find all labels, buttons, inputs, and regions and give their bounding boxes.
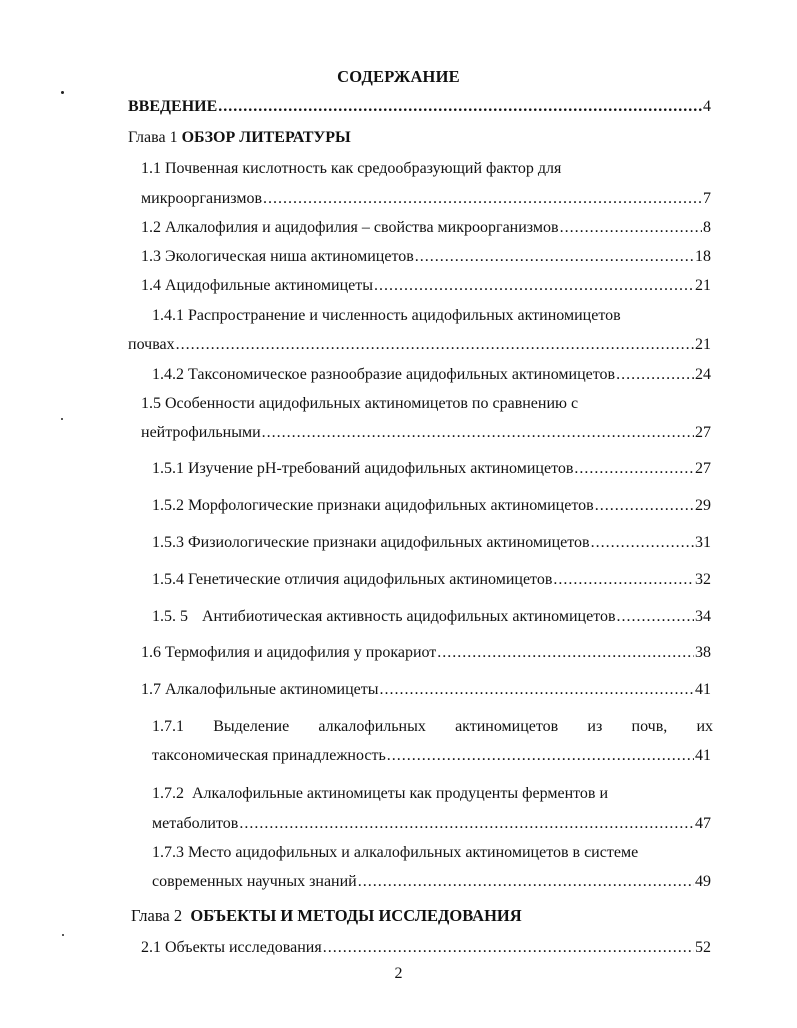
toc-entry-label: 1.3 Экологическая ниша актиномицетов	[141, 248, 414, 265]
toc-entry-1-7	[141, 680, 711, 700]
toc-entry-1-5-1	[152, 459, 711, 479]
toc-word: алкалофильных	[318, 718, 426, 735]
toc-entry-label: микроорганизмов	[141, 190, 263, 207]
scan-speck	[61, 91, 64, 94]
toc-entry-page: 52	[695, 939, 711, 956]
toc-entry-label: почвах	[128, 336, 175, 353]
toc-entry-introduction	[128, 97, 711, 117]
toc-entry-label: 1.7.2 Алкалофильные актиномицеты как продуценты ферментов и	[152, 785, 609, 802]
toc-entry-1-7-2-line1	[152, 784, 608, 804]
toc-entry-label: 2.1 Объекты исследования	[141, 939, 322, 956]
scan-speck	[61, 418, 63, 420]
toc-entry-1-1	[141, 189, 711, 209]
toc-entry-1-4-1	[128, 335, 711, 355]
toc-entry-page: 4	[703, 98, 711, 115]
toc-leader-dots	[176, 335, 694, 355]
toc-entry-page: 27	[695, 460, 711, 477]
toc-leader-dots	[387, 746, 694, 766]
toc-entry-page: 41	[695, 681, 711, 698]
scan-speck	[62, 934, 64, 936]
toc-leader-dots	[437, 643, 694, 663]
toc-entry-label: метаболитов	[152, 815, 239, 832]
toc-entry-1-7-2	[152, 814, 711, 834]
toc-leader-dots	[560, 218, 702, 238]
toc-entry-label: 1.7.3 Место ацидофильных и алкалофильных актиномицетов в системе	[152, 844, 639, 861]
toc-entry-label: 1.2 Алкалофилия и ацидофилия – свойства микроорганизмов	[141, 219, 559, 236]
toc-entry-1-6	[141, 643, 711, 663]
toc-word: актиномицетов	[455, 718, 559, 735]
chapter-title: ОБЗОР ЛИТЕРАТУРЫ	[181, 129, 351, 146]
toc-entry-1-7-3-line1	[152, 843, 638, 863]
toc-entry-page: 32	[695, 571, 711, 588]
toc-entry-label: 1.1 Почвенная кислотность как средообразующий фактор для	[141, 160, 562, 177]
toc-entry-number: 1.5. 5	[152, 608, 188, 625]
toc-word: Выделение	[213, 718, 290, 735]
toc-leader-dots	[616, 365, 694, 385]
toc-word: из	[587, 718, 603, 735]
toc-leader-dots	[358, 872, 694, 892]
toc-entry-page: 21	[695, 336, 711, 353]
toc-leader-dots	[239, 814, 694, 834]
toc-leader-dots	[323, 938, 694, 958]
toc-entry-label: 1.6 Термофилия и ацидофилия у прокариот	[141, 644, 437, 661]
toc-entry-1-7-3	[152, 872, 711, 892]
toc-leader-dots	[218, 97, 702, 117]
toc-entry-1-1-line1	[141, 159, 561, 179]
toc-entry-1-5-3	[152, 533, 711, 553]
toc-entry-1-4-1-line1	[152, 306, 621, 326]
toc-entry-1-5-2	[152, 496, 711, 516]
toc-entry-label: современных научных знаний	[152, 873, 357, 890]
toc-entry-label: 1.7 Алкалофильные актиномицеты	[141, 681, 379, 698]
toc-entry-1-7-1	[152, 746, 711, 766]
toc-chapter-2	[131, 906, 522, 926]
toc-leader-dots	[595, 496, 694, 516]
toc-entry-1-5	[141, 423, 711, 443]
toc-entry-page: 29	[695, 497, 711, 514]
toc-entry-1-5-line1	[141, 394, 578, 414]
toc-entry-1-4	[141, 276, 711, 296]
toc-entry-label: 1.5.2 Морфологические признаки ацидофильных актиномицетов	[152, 497, 594, 514]
toc-entry-page: 21	[695, 277, 711, 294]
toc-entry-label: 1.5.3 Физиологические признаки ацидофильных актиномицетов	[152, 534, 590, 551]
toc-entry-1-5-4	[152, 570, 711, 590]
toc-leader-dots	[263, 189, 702, 209]
toc-entry-page: 31	[695, 534, 711, 551]
toc-entry-page: 8	[703, 219, 711, 236]
toc-entry-1-3	[141, 247, 711, 267]
page-title: СОДЕРЖАНИЕ	[337, 67, 460, 86]
toc-entry-label: ВВЕДЕНИЕ	[128, 98, 218, 115]
toc-entry-1-7-1-line1	[152, 717, 713, 737]
toc-entry-page: 49	[695, 873, 711, 890]
toc-word: почв,	[631, 718, 668, 735]
toc-leader-dots	[574, 459, 694, 479]
toc-entry-page: 7	[703, 190, 711, 207]
chapter-prefix: Глава 1	[128, 129, 178, 146]
toc-entry-page: 34	[695, 608, 711, 625]
toc-leader-dots	[553, 570, 694, 590]
toc-leader-dots	[617, 607, 694, 627]
toc-entry-page: 47	[695, 815, 711, 832]
toc-word: их	[696, 718, 713, 735]
toc-entry-page: 18	[695, 248, 711, 265]
toc-entry-label: 1.5 Особенности ацидофильных актиномицетов по сравнению с	[141, 395, 579, 412]
toc-leader-dots	[415, 247, 694, 267]
toc-word: 1.7.1	[152, 718, 184, 735]
toc-leader-dots	[262, 423, 694, 443]
toc-entry-1-2	[141, 218, 711, 238]
toc-entry-label: 1.4.1 Распространение и численность ацидофильных актиномицетов	[152, 307, 621, 324]
chapter-title: ОБЪЕКТЫ И МЕТОДЫ ИССЛЕДОВАНИЯ	[190, 906, 522, 925]
chapter-prefix: Глава 2	[131, 906, 183, 925]
toc-entry-label: нейтрофильными	[141, 424, 261, 441]
toc-chapter-1	[128, 128, 351, 148]
toc-entry-1-4-2	[152, 365, 711, 385]
toc-entry-page: 38	[695, 644, 711, 661]
toc-entry-label: таксономическая принадлежность	[152, 747, 386, 764]
toc-leader-dots	[380, 680, 695, 700]
toc-entry-label: 1.5.4 Генетические отличия ацидофильных актиномицетов	[152, 571, 553, 588]
toc-entry-label: 1.4 Ацидофильные актиномицеты	[141, 277, 374, 294]
toc-entry-2-1	[141, 938, 711, 958]
toc-entry-1-5-5	[152, 607, 711, 627]
toc-leader-dots	[374, 276, 694, 296]
toc-entry-label: Антибиотическая активность ацидофильных актиномицетов	[202, 608, 616, 625]
toc-entry-label: 1.4.2 Таксономическое разнообразие ацидофильных актиномицетов	[152, 366, 616, 383]
toc-entry-page: 27	[695, 424, 711, 441]
page-number: 2	[394, 965, 403, 982]
toc-entry-page: 24	[695, 366, 711, 383]
toc-entry-page: 41	[695, 747, 711, 764]
toc-leader-dots	[591, 533, 694, 553]
toc-entry-label: 1.5.1 Изучение pH-требований ацидофильных актиномицетов	[152, 460, 574, 477]
